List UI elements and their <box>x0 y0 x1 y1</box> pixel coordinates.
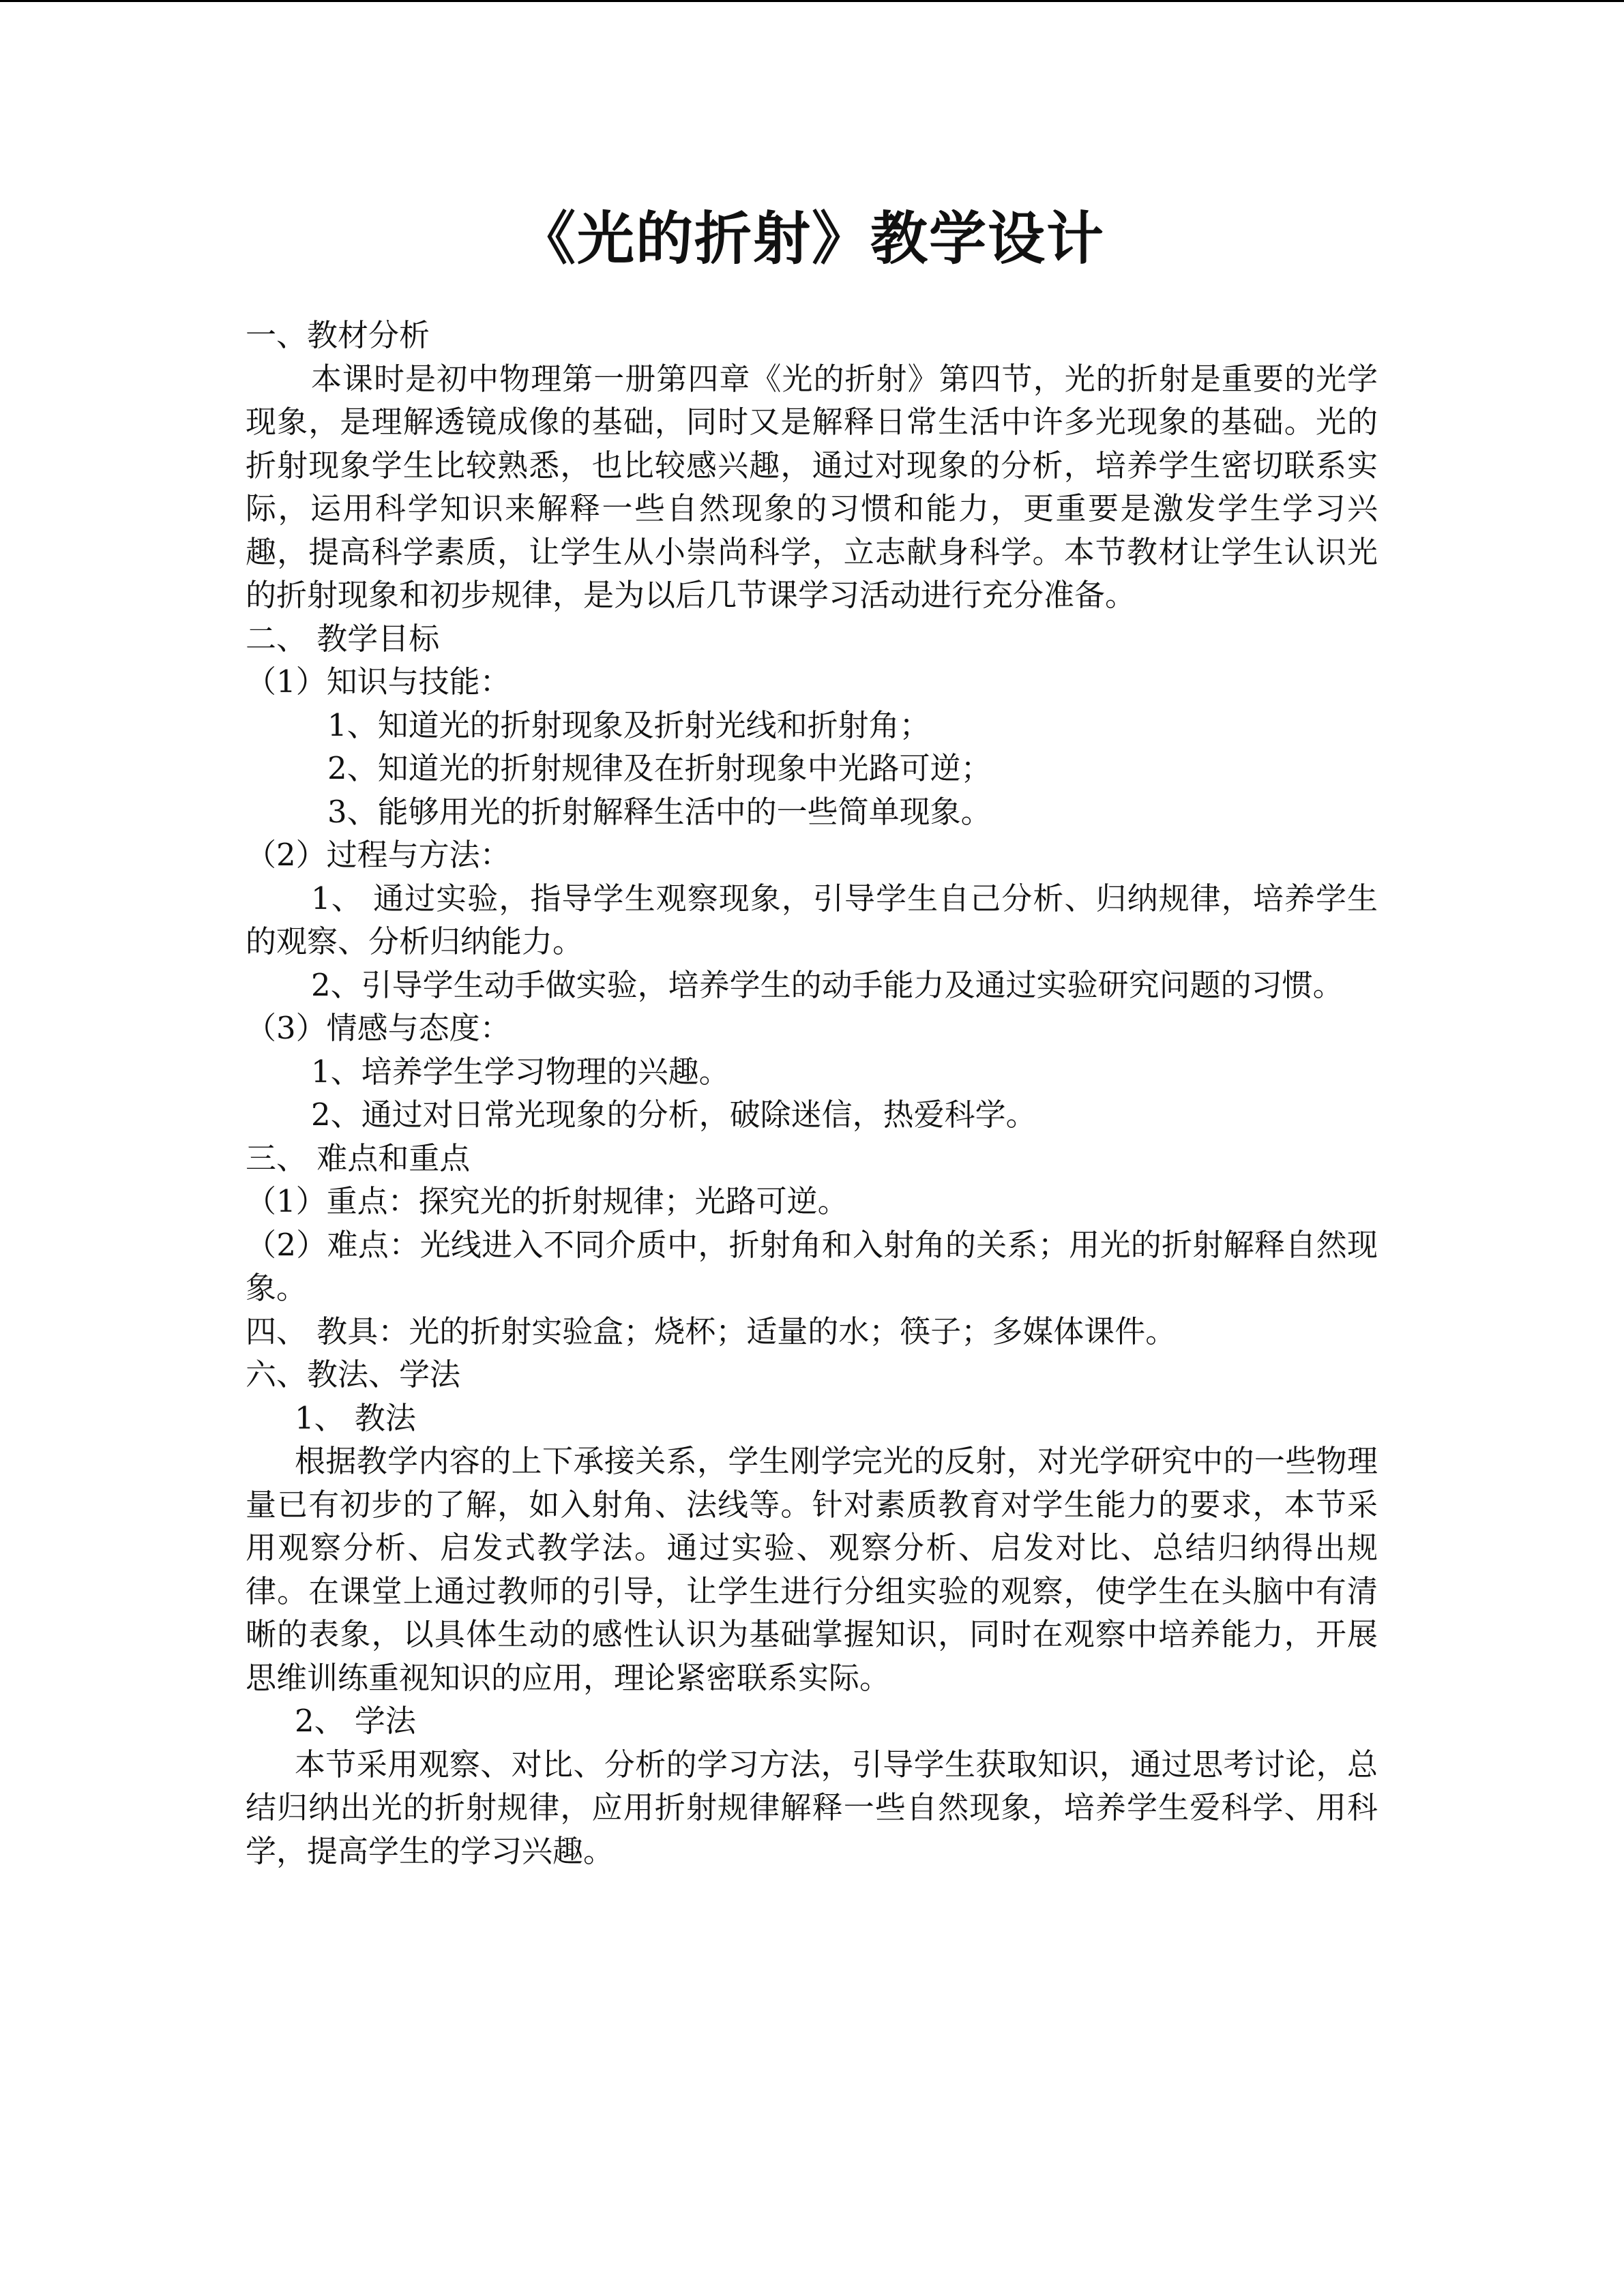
goal-attitude-label: （3）情感与态度： <box>246 1010 511 1046</box>
section-key-points <box>246 1137 1378 1310</box>
section-heading: 二、 教学目标 <box>246 620 440 657</box>
section-teaching-tools <box>246 1310 1378 1354</box>
document-title: 《光的折射》教学设计 <box>518 205 1105 272</box>
teaching-method-paragraph: 根据教学内容的上下承接关系，学生刚学完光的反射，对光学研究中的一些物理量已有初步的了解，如入射角、法线等。针对素质教育对学生能力的要求，本节采用观察分析、启发式教学法。通过实验、观察分析、启发对比、总结归纳得出规律。在课堂上通过教师的引导，让学生进行分组实验的观察，使学生在头脑中有清晰的表象，以具体生动的感性认识为基础掌握知识，同时在观察中培养能力，开展思维训练重视知识的应用，理论紧密联系实际。 <box>246 1443 1378 1696</box>
goal-process-item-1: 1、 通过实验，指导学生观察现象，引导学生自己分析、归纳规律，培养学生的观察、分析归纳能力。 <box>246 880 1378 959</box>
goal-knowledge-label: （1）知识与技能： <box>246 664 511 700</box>
goal-knowledge-item-3: 3、能够用光的折射解释生活中的一些简单现象。 <box>327 793 992 830</box>
document-page <box>246 191 1378 1873</box>
teaching-method-label: 1、 教法 <box>295 1399 416 1436</box>
section-teaching-goals <box>246 617 1378 1137</box>
learning-method-label: 2、 学法 <box>295 1703 416 1739</box>
section-heading: 六、教法、学法 <box>246 1356 461 1392</box>
top-border-rule <box>0 0 1624 2</box>
section-material-analysis <box>246 314 1378 617</box>
section-heading: 三、 难点和重点 <box>246 1139 471 1176</box>
key-point-item-2: （2）难点：光线进入不同介质中，折射角和入射角的关系；用光的折射解释自然现象。 <box>246 1226 1378 1306</box>
section-methods <box>246 1353 1378 1873</box>
goal-attitude-item-1: 1、培养学生学习物理的兴趣。 <box>311 1053 730 1090</box>
teaching-tools-line: 四、 教具：光的折射实验盒；烧杯；适量的水；筷子；多媒体课件。 <box>246 1313 1177 1350</box>
key-point-item-1: （1）重点：探究光的折射规律；光路可逆。 <box>246 1183 848 1219</box>
goal-process-item-2: 2、引导学生动手做实验，培养学生的动手能力及通过实验研究问题的习惯。 <box>311 966 1344 1003</box>
goal-knowledge-item-1: 1、知道光的折射现象及折射光线和折射角； <box>327 706 930 743</box>
goal-knowledge-item-2: 2、知道光的折射规律及在折射现象中光路可逆； <box>327 750 992 786</box>
learning-method-paragraph: 本节采用观察、对比、分析的学习方法，引导学生获取知识，通过思考讨论，总结归纳出光的折射规律，应用折射规律解释一些自然现象，培养学生爱科学、用科学，提高学生的学习兴趣。 <box>246 1746 1378 1869</box>
goal-process-label: （2）过程与方法： <box>246 837 511 873</box>
goal-attitude-item-2: 2、通过对日常光现象的分析，破除迷信，热爱科学。 <box>311 1097 1037 1133</box>
section-heading: 一、教材分析 <box>246 317 430 353</box>
material-analysis-paragraph: 本课时是初中物理第一册第四章《光的折射》第四节，光的折射是重要的光学现象，是理解透镜成像的基础，同时又是解释日常生活中许多光现象的基础。光的折射现象学生比较熟悉，也比较感兴趣，通过对现象的分析，培养学生密切联系实际，运用科学知识来解释一些自然现象的习惯和能力，更重要是激发学生学习兴趣，提高科学素质，让学生从小崇尚科学，立志献身科学。本节教材让学生认识光的折射现象和初步规律，是为以后几节课学习活动进行充分准备。 <box>246 360 1378 613</box>
